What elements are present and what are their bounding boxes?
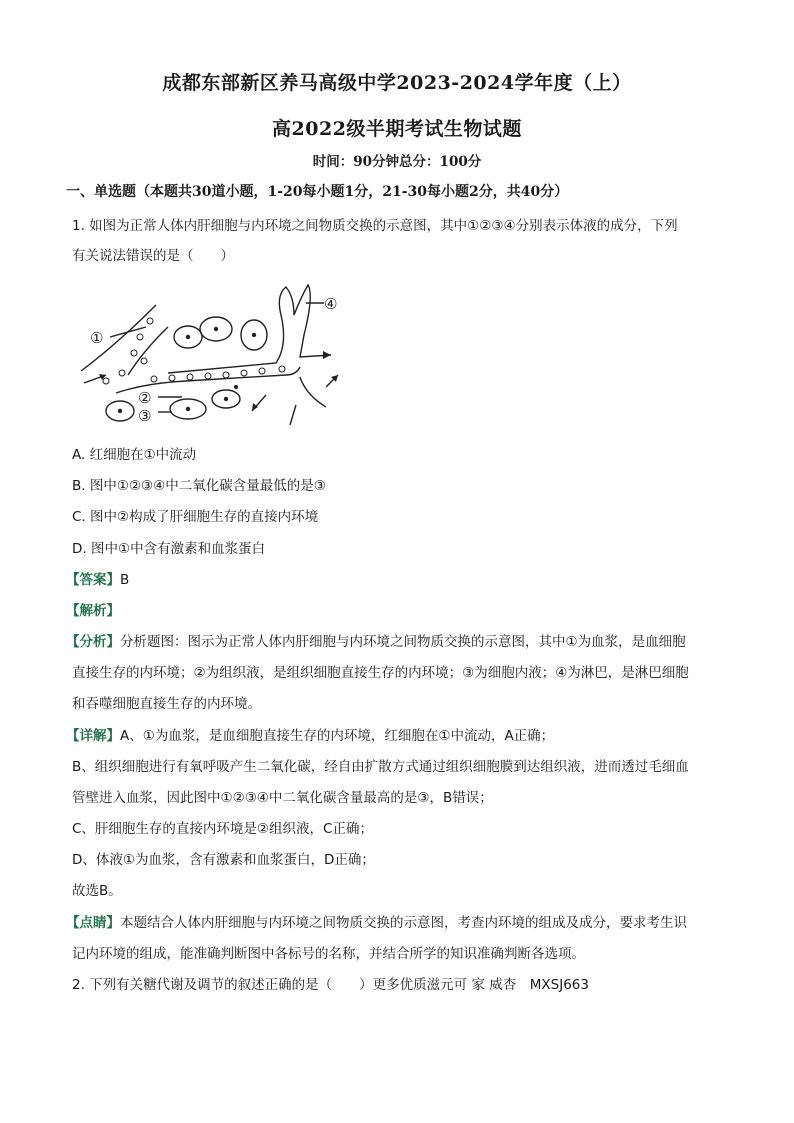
exam-time-score: 时间：90分钟总分：100分 bbox=[312, 154, 482, 170]
q1-stem-line2: 有关说法错误的是（ ） bbox=[72, 248, 234, 264]
dianjing-text-1: 本题结合人体内肝细胞与内环境之间物质交换的示意图，考查内环境的组成及成分，要求考生识 bbox=[120, 915, 687, 931]
q1-option-a: A. 红细胞在①中流动 bbox=[72, 447, 197, 463]
diagram-label-4: ④ bbox=[324, 295, 338, 313]
fenxi-tag: 【分析】 bbox=[66, 634, 120, 650]
q2-stem: 2. 下列有关糖代谢及调节的叙述正确的是（ ）更多优质滋元可 家 威杏 MXSJ663 bbox=[72, 977, 589, 993]
q1-xiangjie-line3: 管壁进入血浆，因此图中①②③④中二氧化碳含量最高的是③，B错误； bbox=[72, 790, 493, 806]
answer-value: B bbox=[120, 572, 130, 588]
q1-fenxi-line1 bbox=[66, 630, 686, 650]
q1-analysis-tag bbox=[66, 599, 120, 619]
analysis-tag: 【解析】 bbox=[66, 603, 120, 619]
q1-option-b: B. 图中①②③④中二氧化碳含量最低的是③ bbox=[72, 478, 326, 494]
q1-xiangjie-line2: B、组织细胞进行有氧呼吸产生二氧化碳，经自由扩散方式通过组织细胞膜到达组织液，进而透过毛细血 bbox=[72, 759, 689, 775]
fenxi-text-1: 分析题图：图示为正常人体内肝细胞与内环境之间物质交换的示意图，其中①为血浆，是血细胞 bbox=[120, 634, 686, 650]
q1-diagram bbox=[76, 275, 356, 427]
xiangjie-text-1: A、①为血浆，是血细胞直接生存的内环境，红细胞在①中流动，A正确； bbox=[120, 728, 555, 744]
exam-title-line2: 高2022级半期考试生物试题 bbox=[272, 118, 522, 140]
q1-dianjing-line2: 记内环境的组成，能准确判断图中各标号的名称，并结合所学的知识准确判断各选项。 bbox=[72, 946, 585, 962]
q1-xiangjie-line5: D、体液①为血浆，含有激素和血浆蛋白，D正确； bbox=[72, 852, 375, 868]
diagram-label-2: ② bbox=[138, 389, 152, 407]
q1-stem-line1: 1. 如图为正常人体内肝细胞与内环境之间物质交换的示意图，其中①②③④分别表示体液的成分，下列 bbox=[72, 218, 678, 234]
dianjing-tag: 【点睛】 bbox=[66, 915, 120, 931]
section-heading: 一、单选题（本题共30道小题，1-20每小题1分，21-30每小题2分，共40分） bbox=[66, 184, 569, 200]
q1-xiangjie-line6: 故选B。 bbox=[72, 883, 122, 899]
q1-option-c: C. 图中②构成了肝细胞生存的直接内环境 bbox=[72, 509, 319, 525]
answer-tag: 【答案】 bbox=[66, 572, 120, 588]
q1-xiangjie-line4: C、肝细胞生存的直接内环境是②组织液，C正确； bbox=[72, 821, 373, 837]
q1-dianjing-line1 bbox=[66, 911, 687, 931]
diagram-label-3: ③ bbox=[138, 407, 152, 425]
xiangjie-tag: 【详解】 bbox=[66, 728, 120, 744]
q1-fenxi-line2: 直接生存的内环境；②为组织液，是组织细胞直接生存的内环境；③为细胞内液；④为淋巴，是淋巴细胞 bbox=[72, 665, 689, 681]
q1-option-d: D. 图中①中含有激素和血浆蛋白 bbox=[72, 541, 266, 557]
q1-fenxi-line3: 和吞噬细胞直接生存的内环境。 bbox=[72, 696, 261, 712]
diagram-label-1: ① bbox=[90, 329, 104, 347]
q1-xiangjie-line1 bbox=[66, 724, 554, 744]
q1-answer bbox=[66, 568, 129, 588]
exam-title-line1: 成都东部新区养马高级中学2023-2024学年度（上） bbox=[162, 72, 632, 94]
